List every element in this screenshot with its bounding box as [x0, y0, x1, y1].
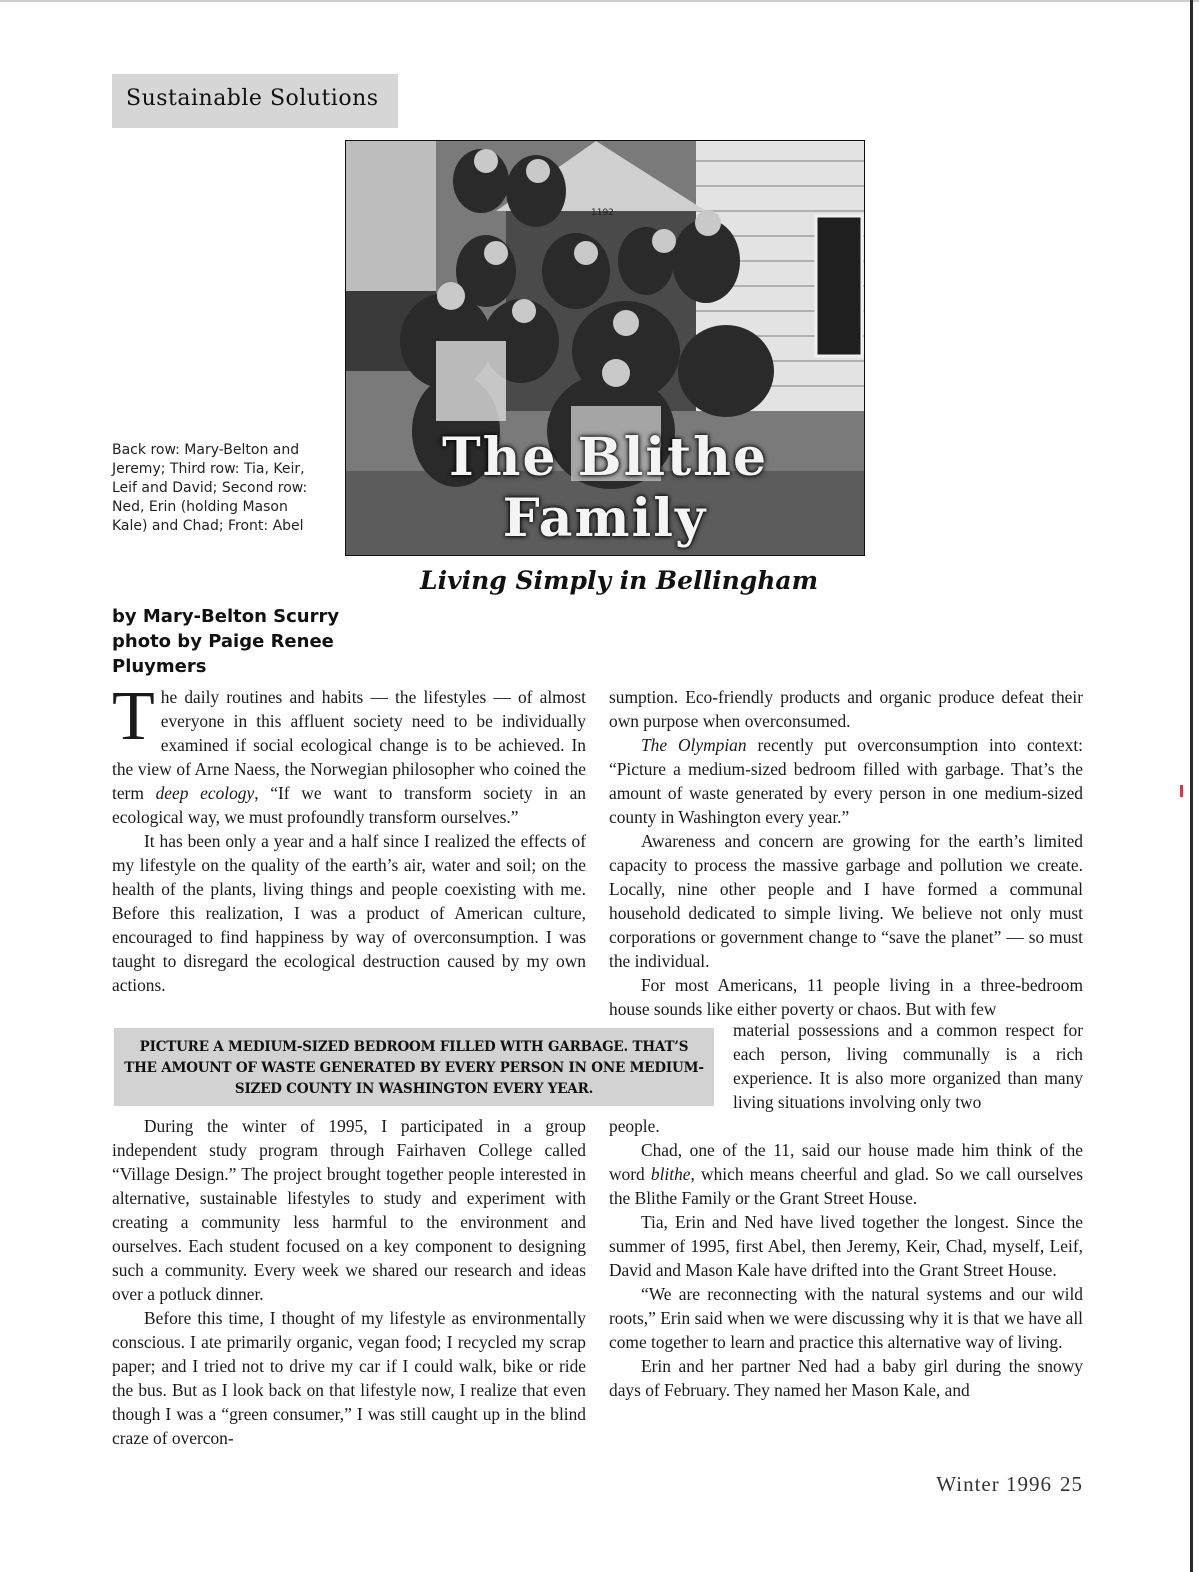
left-column-bottom	[112, 1114, 586, 1450]
byline-block	[112, 604, 432, 679]
edge-mark	[1180, 785, 1183, 797]
author-byline: by Mary-Belton Scurry	[112, 606, 340, 627]
paragraph: people.	[609, 1116, 660, 1136]
paragraph: For most Americans, 11 people living in a three-bedroom house sounds like either poverty or chaos. But with few	[609, 975, 1083, 1019]
photo-caption: Back row: Mary-Belton and Jeremy; Third row: Tia, Keir, Leif and David; Second row: Ned, Erin (holding Mason Kale) and Chad; Front: Abel	[112, 442, 308, 534]
publication-title: The Olympian	[641, 735, 747, 755]
paragraph: Before this time, I thought of my lifestyle as environmentally conscious. I ate primarily organic, vegan food; I recycled my scrap paper; and I tried not to drive my car if I could walk, bike or ride the bus. But as I look back on that lifestyle now, I realize that even though I was a “green consumer,” I was still caught up in the blind craze of overcon-	[112, 1308, 586, 1448]
paragraph-text: Chad, one of the 11, said our house made him think of the word	[609, 1140, 1083, 1184]
paragraph: Tia, Erin and Ned have lived together the longest. Since the summer of 1995, first Abel, then Jeremy, Keir, Chad, myself, Leif, David and Mason Kale have drifted into the Grant Street House.	[609, 1212, 1083, 1280]
paragraph	[609, 1138, 1083, 1210]
pull-quote: PICTURE A MEDIUM-SIZED BEDROOM FILLED WITH GARBAGE. THAT’S THE AMOUNT OF WASTE GENERATED BY EVERY PERSON IN ONE MEDIUM-SIZED COUNTY IN WASHINGTON EVERY YEAR.	[114, 1028, 714, 1106]
paragraph-text: , which means cheerful and glad. So we call ourselves the Blithe Family or the Grant Street House.	[609, 1164, 1083, 1208]
paragraph: sumption. Eco-friendly products and organic produce defeat their own purpose when overconsumed.	[609, 687, 1083, 731]
drop-cap: T	[112, 678, 155, 755]
left-column-top	[112, 678, 586, 997]
right-column-bottom	[609, 1114, 1083, 1402]
photo-credit: photo by Paige Renee Pluymers	[112, 631, 334, 677]
paragraph: material possessions and a common respect for each person, living communally is a rich experience. It is also more organized than many living situations involving only two	[733, 1020, 1083, 1112]
paragraph-text: he daily routines and habits — the lifestyles — of almost everyone in this affluent society need to be individually examined if social ecological change is to be achieved. In the view of Arne Naess, the Norwegian philosopher who coined the term	[112, 687, 586, 803]
emphasis-term: deep ecology	[155, 783, 255, 803]
top-rule	[0, 0, 1199, 2]
paragraph	[609, 733, 1083, 829]
group-photo	[345, 140, 865, 556]
page-edge	[1190, 0, 1193, 1572]
page-number: 25	[1060, 1472, 1083, 1496]
paragraph: During the winter of 1995, I participated in a group independent study program through Fairhaven College called “Village Design.” The project brought together people interested in alternative, sustainable lifestyles to study and experiment with creating a community less harmful to the environment and ourselves. Each student focused on a key component to designing such a community. Every week we shared our research and ideas over a potluck dinner.	[112, 1116, 586, 1304]
paragraph: It has been only a year and a half since I realized the effects of my lifestyle on the quality of the earth’s air, water and soil; on the health of the plants, living things and people coexisting with me. Before this realization, I was a product of American culture, encouraged to find happiness by way of overconsumption. I was taught to disregard the ecological destruction caused by my own actions.	[112, 831, 586, 995]
paragraph	[112, 678, 586, 829]
paragraph: Awareness and concern are growing for the earth’s limited capacity to process the massive garbage and pollution we create. Locally, nine other people and I have formed a communal household dedicated to simple living. We believe not only must corporations or government change to “save the planet” — so must the individual.	[609, 831, 1083, 971]
issue-season: Winter 1996	[936, 1472, 1052, 1496]
right-column-top	[609, 685, 1083, 1021]
page-footer	[928, 1472, 1083, 1497]
paragraph-text: recently put overconsumption into context: “Picture a medium-sized bedroom filled with garbage. That’s the amount of waste generated by every person in one medium-sized county in Washington every year.”	[609, 735, 1083, 827]
paragraph: Erin and her partner Ned had a baby girl during the snowy days of February. They named her Mason Kale, and	[609, 1356, 1083, 1400]
photo-title: The Blithe Family	[441, 427, 769, 549]
section-label: Sustainable Solutions	[112, 74, 398, 128]
right-column-wrap	[733, 1018, 1083, 1114]
paragraph-text: , “If we want to transform society in an ecological way, we must profoundly transform ourselves.”	[112, 783, 586, 827]
paragraph: “We are reconnecting with the natural systems and our wild roots,” Erin said when we were discussing why it is that we have all come together to learn and practice this alternative way of living.	[609, 1284, 1083, 1352]
article-subtitle: Living Simply in Bellingham	[420, 566, 819, 595]
emphasis-term: blithe	[650, 1164, 691, 1184]
house-number: 1192	[591, 208, 614, 218]
